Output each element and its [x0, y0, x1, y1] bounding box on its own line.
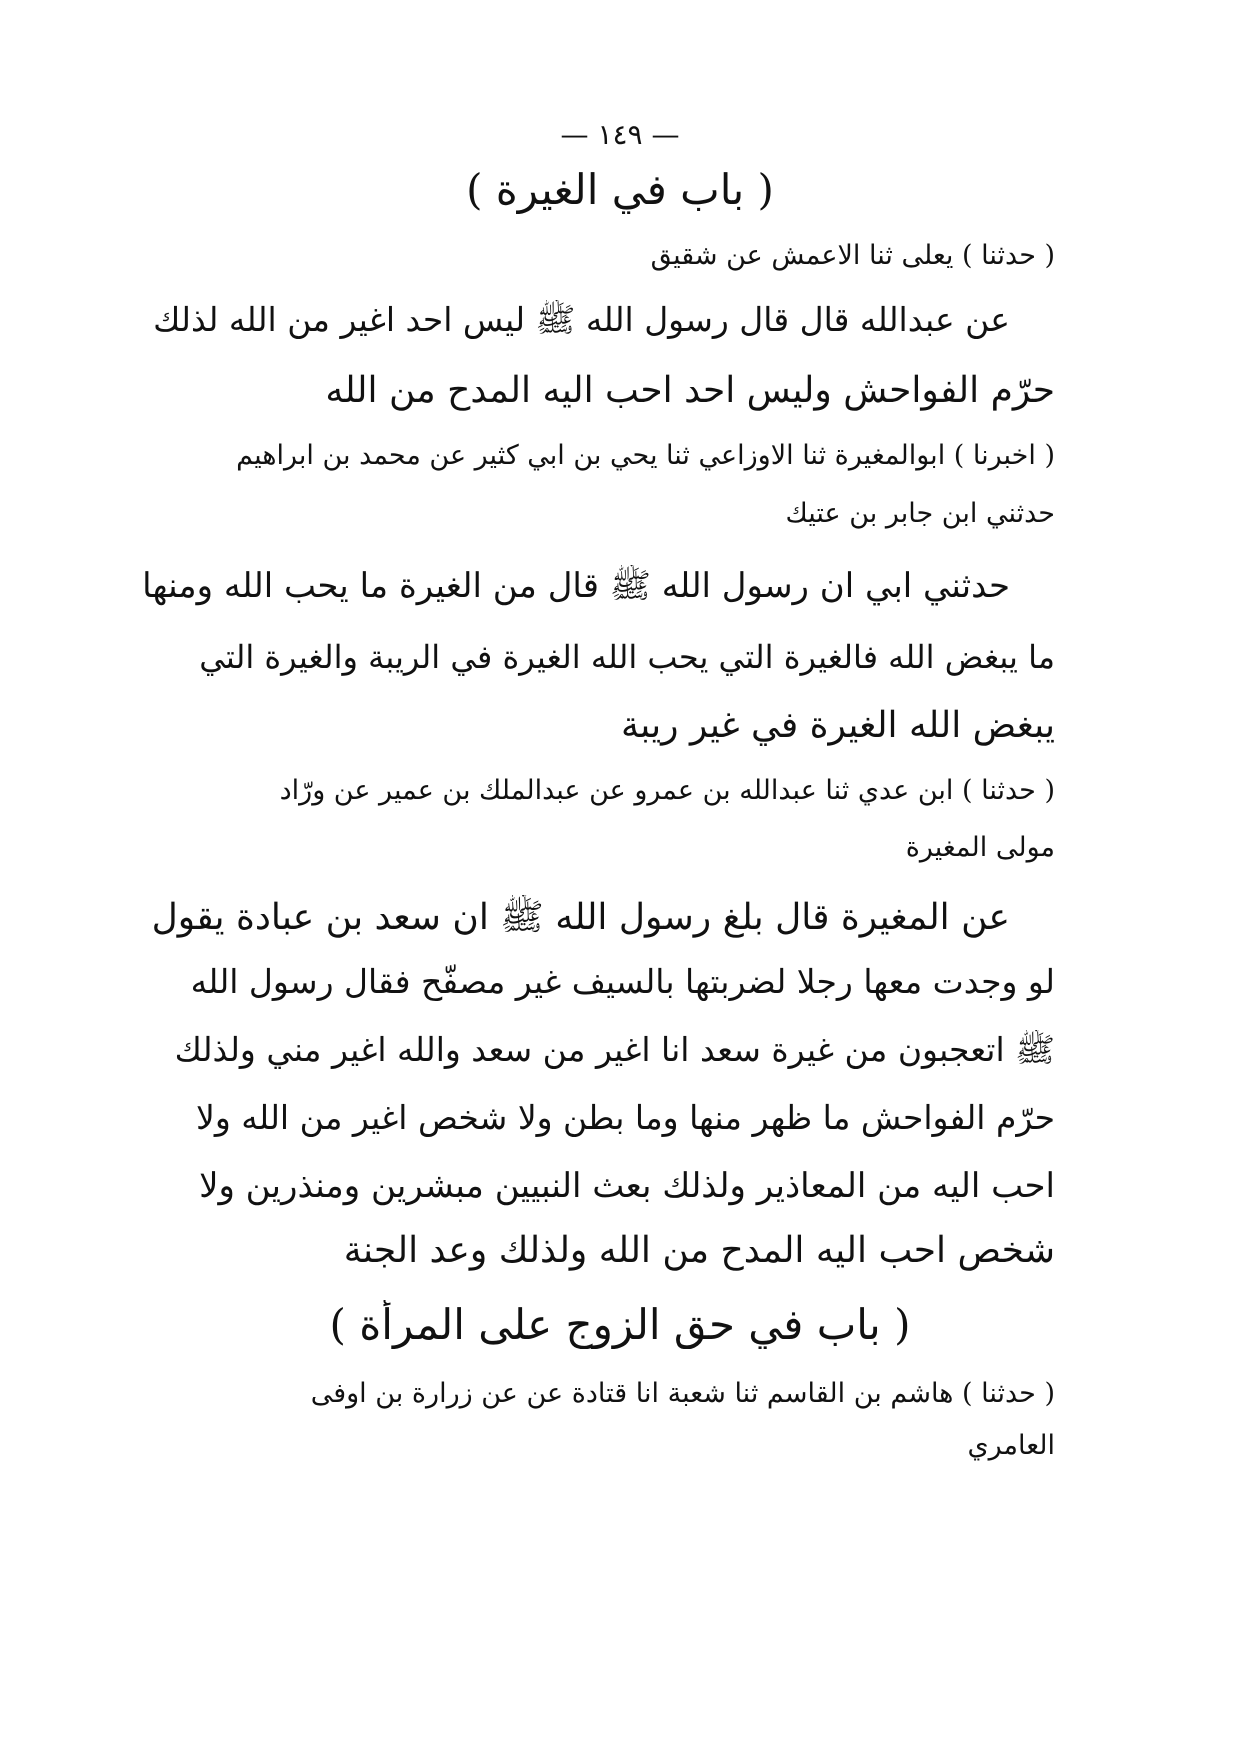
- isnad-line: ( حدثنا ) هاشم بن القاسم ثنا شعبة انا قتادة عن عن زرارة بن اوفى: [310, 1378, 1055, 1409]
- isnad-line: ( حدثنا ) ابن عدي ثنا عبدالله بن عمرو عن عبدالملك بن عمير عن ورّاد: [279, 775, 1055, 806]
- hadith-text-line: احب اليه من المعاذير ولذلك بعث النبيين مبشرين ومنذرين ولا: [199, 1166, 1055, 1206]
- isnad-line: حدثني ابن جابر بن عتيك: [785, 498, 1055, 529]
- isnad-line: ( حدثنا ) يعلى ثنا الاعمش عن شقيق: [650, 240, 1055, 271]
- hadith-text-line: شخص احب اليه المدح من الله ولذلك وعد الجنة: [343, 1230, 1055, 1271]
- isnad-line: العامري: [967, 1430, 1055, 1461]
- hadith-text-line: لو وجدت معها رجلا لضربتها بالسيف غير مصفّح فقال رسول الله: [190, 962, 1055, 1001]
- chapter-heading-husband-rights: ( باب في حق الزوج على المرأة ): [329, 1300, 911, 1349]
- hadith-text-line: يبغض الله الغيرة في غير ريبة: [620, 705, 1055, 746]
- page-number: — ١٤٩ —: [560, 118, 680, 151]
- hadith-text-line: ﷺ اتعجبون من غيرة سعد انا اغير من سعد والله اغير مني ولذلك: [175, 1030, 1055, 1069]
- hadith-text-line: عن عبدالله قال قال رسول الله ﷺ ليس احد اغير من الله لذلك: [153, 300, 1010, 339]
- hadith-text-line: عن المغيرة قال بلغ رسول الله ﷺ ان سعد بن عبادة يقول: [151, 897, 1010, 938]
- hadith-text-line: ما يبغض الله فالغيرة التي يحب الله الغيرة في الريبة والغيرة التي: [199, 638, 1055, 676]
- isnad-line: مولى المغيرة: [905, 832, 1055, 863]
- hadith-text-line: حدثني ابي ان رسول الله ﷺ قال من الغيرة ما يحب الله ومنها: [142, 566, 1010, 606]
- isnad-line: ( اخبرنا ) ابوالمغيرة ثنا الاوزاعي ثنا يحي بن ابي كثير عن محمد بن ابراهيم: [236, 440, 1055, 471]
- hadith-text-line: حرّم الفواحش وليس احد احب اليه المدح من الله: [325, 370, 1055, 411]
- hadith-text-line: حرّم الفواحش ما ظهر منها وما بطن ولا شخص اغير من الله ولا: [196, 1098, 1055, 1137]
- chapter-heading-jealousy: ( باب في الغيرة ): [466, 165, 774, 214]
